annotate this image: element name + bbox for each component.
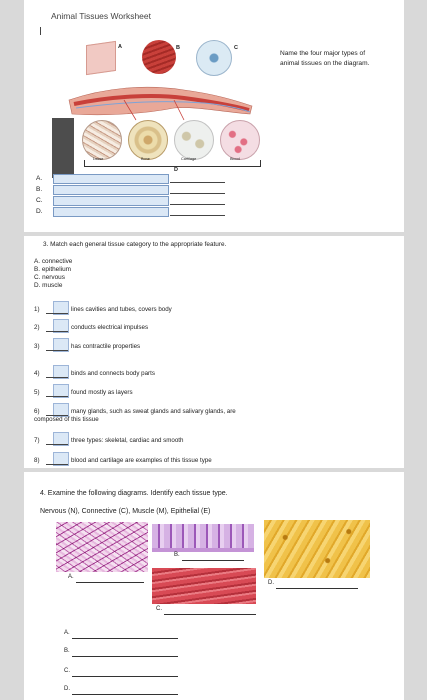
- answer-field-c[interactable]: [53, 196, 169, 206]
- matching-panel: 3. Match each general tissue category to the appropriate feature. A. connective B. epithelium C. nervous D. muscle 1) lines cavities and tubes, covers body 2) conducts electrical impulses 3) has contractile properties 4) binds and connects body parts 5) found mostly as layers 6) many glands, such as sweat glands and salivary glands, are composed of this tissue 7) three types: skeletal, cardiac and smooth 8) blood and cartilage are examples of this tissue type: [24, 236, 404, 468]
- micrograph-d: [264, 520, 370, 578]
- question-4-options: Nervous (N), Connective (C), Muscle (M), Epithelial (E): [40, 508, 211, 515]
- answer-line-a: A.: [64, 630, 70, 636]
- answer-field-b[interactable]: [53, 185, 169, 195]
- diagram-letter-b: B: [176, 45, 180, 51]
- micrograph-a: [56, 522, 148, 572]
- label-cartilage: Cartilage: [181, 157, 197, 161]
- blood-tissue-image: [220, 120, 260, 160]
- category-nervous: C. nervous: [34, 274, 65, 281]
- answer-field-d[interactable]: [53, 207, 169, 217]
- image-label-c: C.: [156, 606, 162, 612]
- image-label-b: B.: [174, 552, 180, 558]
- category-connective: A. connective: [34, 258, 73, 265]
- muscle-circle-image: [142, 40, 176, 74]
- worksheet-title: Animal Tissues Worksheet: [51, 11, 151, 21]
- label-bone: Bone: [141, 157, 150, 161]
- micrograph-c: [152, 568, 256, 604]
- bone-tissue-image: [128, 120, 168, 160]
- diagram-letter-a: A: [118, 44, 122, 50]
- side-instruction: Name the four major types of animal tissues on the diagram.: [280, 50, 370, 67]
- answer-field-a[interactable]: [53, 174, 169, 184]
- cartilage-tissue-image: [174, 120, 214, 160]
- image-label-d: D.: [268, 580, 274, 586]
- diagram-panel: Animal Tissues Worksheet A B C Name the four major types of animal tissues on the diagram. Loose Bone Cartilage Blood D A. B. C. D.: [24, 0, 404, 232]
- question-3-title: 3. Match each general tissue category to the appropriate feature.: [43, 241, 227, 248]
- micrograph-b: [152, 524, 254, 552]
- diagram-letter-d: D: [174, 167, 178, 173]
- label-loose: Loose: [93, 157, 104, 161]
- text-cursor: [40, 27, 41, 35]
- answer-line-b: B.: [64, 648, 70, 654]
- loose-tissue-image: [82, 120, 122, 160]
- diagram-letter-c: C: [234, 45, 238, 51]
- left-label-strip: [52, 118, 74, 178]
- connective-bracket: [84, 160, 261, 167]
- answer-line-d: D.: [64, 686, 70, 692]
- image-label-a: A.: [68, 574, 74, 580]
- category-epithelium: B. epithelium: [34, 266, 71, 273]
- arm-illustration: [64, 70, 254, 122]
- answer-line-c: C.: [64, 668, 70, 674]
- question-4-title: 4. Examine the following diagrams. Identify each tissue type.: [40, 490, 228, 497]
- category-muscle: D. muscle: [34, 282, 63, 289]
- tissue-identification-panel: [24, 472, 404, 700]
- label-blood: Blood: [230, 157, 240, 161]
